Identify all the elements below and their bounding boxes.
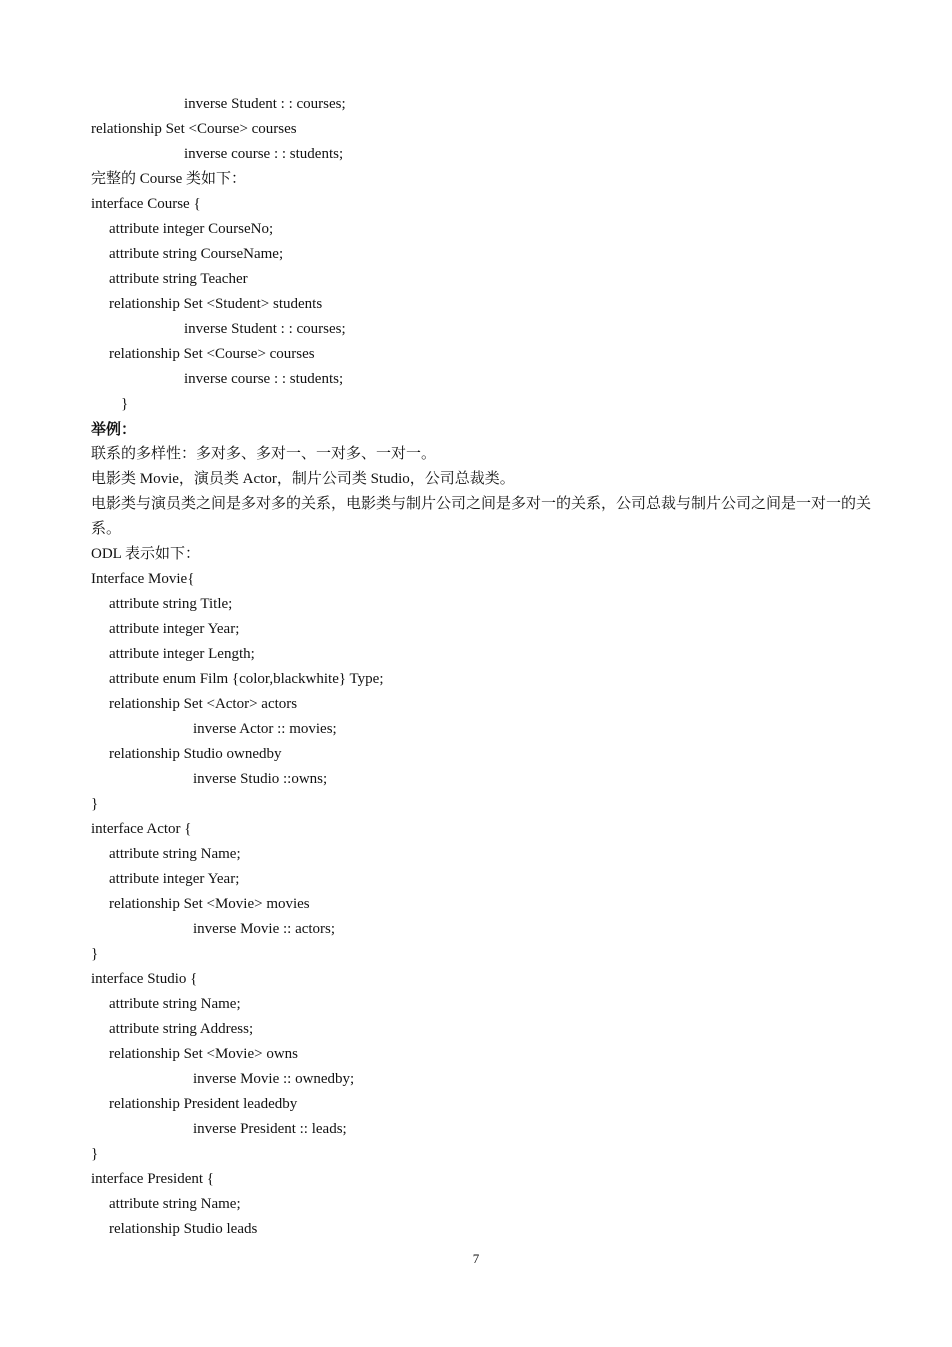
text-line: interface President { <box>91 1171 214 1187</box>
text-line: inverse Movie :: actors; <box>193 921 336 937</box>
text-line: relationship Set <Movie> owns <box>109 1046 298 1062</box>
text-line: attribute integer CourseNo; <box>109 221 274 237</box>
text-line: relationship President leadedby <box>109 1096 298 1112</box>
text-line: interface Actor { <box>91 821 192 837</box>
text-line: 电影类 Movie，演员类 Actor，制片公司类 Studio，公司总裁类。 <box>91 471 515 487</box>
text-line: ODL 表示如下： <box>91 546 201 562</box>
text-line: } <box>91 1146 99 1162</box>
page-number: 7 <box>472 1251 480 1266</box>
text-line: inverse Actor :: movies; <box>193 721 337 737</box>
text-line: relationship Set <Course> courses <box>91 121 297 137</box>
text-line: relationship Set <Movie> movies <box>109 896 310 912</box>
text-line: relationship Set <Actor> actors <box>109 696 298 712</box>
text-line: attribute string Title; <box>109 596 233 612</box>
text-line: attribute string Name; <box>109 996 241 1012</box>
text-line: attribute integer Year; <box>109 871 240 887</box>
paragraph: 电影类与演员类之间是多对多的关系，电影类与制片公司之间是多对一的关系，公司总裁与制片公司之间是一对一的关系。 <box>91 496 872 537</box>
text-line: inverse course : : students; <box>184 146 344 162</box>
text-line: inverse Student : : courses; <box>184 321 346 337</box>
text-line: inverse Studio ::owns; <box>193 771 328 787</box>
text-line: attribute integer Year; <box>109 621 240 637</box>
text-line: relationship Studio leads <box>109 1221 258 1237</box>
text-line: attribute string CourseName; <box>109 246 284 262</box>
text-line: } <box>91 946 99 962</box>
text-line: attribute string Teacher <box>109 271 248 287</box>
text-line: inverse Movie :: ownedby; <box>193 1071 355 1087</box>
text-line: relationship Set <Student> students <box>109 296 323 312</box>
text-line: 完整的 Course 类如下： <box>91 171 246 187</box>
text-line: inverse course : : students; <box>184 371 344 387</box>
page-content <box>91 92 891 1242</box>
text-line: attribute integer Length; <box>109 646 255 662</box>
text-line: 联系的多样性：多对多、多对一、一对多、一对一。 <box>91 446 437 462</box>
text-line: attribute string Address; <box>109 1021 254 1037</box>
section-heading: 举例： <box>91 420 137 438</box>
text-line: relationship Set <Course> courses <box>109 346 315 362</box>
text-line: Interface Movie{ <box>91 571 195 587</box>
text-line: inverse Student : : courses; <box>184 96 346 112</box>
text-line: attribute string Name; <box>109 1196 241 1212</box>
text-line: } <box>91 796 99 812</box>
text-line: inverse President :: leads; <box>193 1121 347 1137</box>
text-line: relationship Studio ownedby <box>109 746 282 762</box>
text-line: } <box>121 396 129 412</box>
text-line: interface Studio { <box>91 971 198 987</box>
text-line: attribute enum Film {color,blackwhite} Type; <box>109 671 384 687</box>
text-line: interface Course { <box>91 196 201 212</box>
text-line: attribute string Name; <box>109 846 241 862</box>
